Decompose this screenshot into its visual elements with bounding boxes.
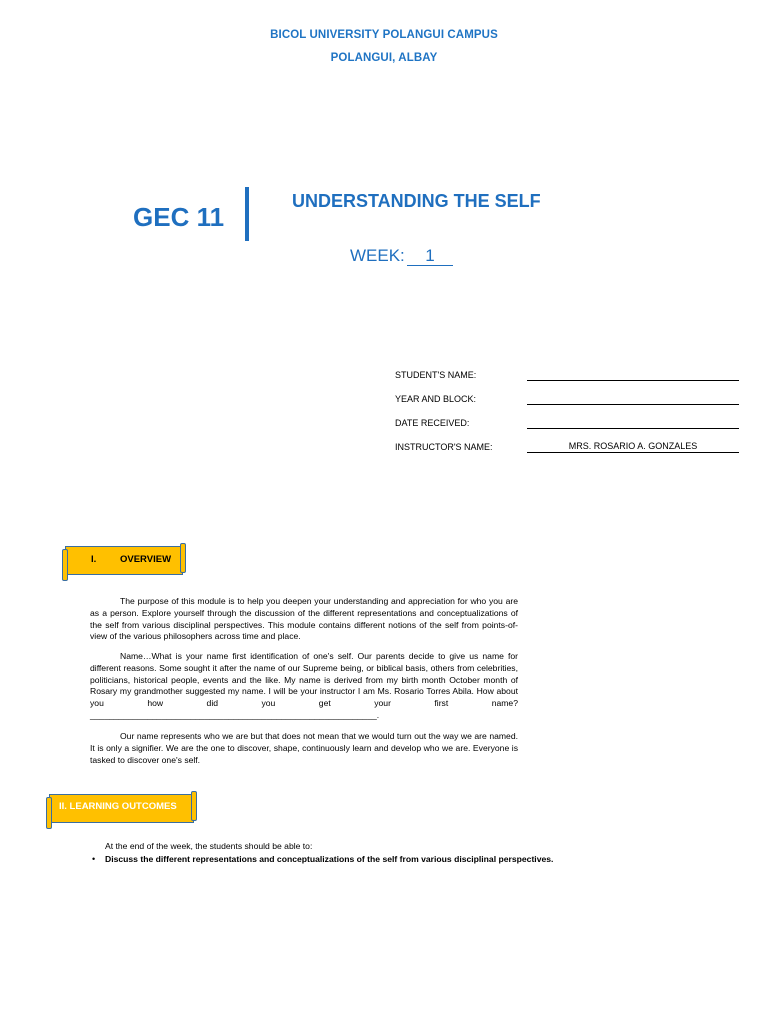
date-received-label: DATE RECEIVED:: [395, 418, 470, 428]
overview-banner: [65, 546, 183, 575]
university-name: BICOL UNIVERSITY POLANGUI CAMPUS: [270, 29, 498, 41]
outcome-item: Discuss the different representations and conceptualizations of the self from various disciplinal perspectives.: [105, 854, 554, 864]
overview-heading: OVERVIEW: [120, 554, 172, 565]
learning-outcomes-banner: [49, 794, 194, 823]
instructor-name-field: MRS. ROSARIO A. GONZALES: [527, 440, 739, 453]
date-received-field[interactable]: [527, 416, 739, 429]
student-name-field[interactable]: [527, 368, 739, 381]
bullet-icon: •: [92, 854, 96, 864]
overview-number: I.: [91, 554, 97, 565]
overview-paragraph-1: The purpose of this module is to help you deepen your understanding and appreciation for who you are as a person. Explore yourself through the discussion of the different representations and conceptualizations of the self from various disciplinal perspectives. This module contains different notions of the self from points-of-view of the various philosophers across time and place.: [90, 596, 518, 642]
outcomes-intro: At the end of the week, the students should be able to:: [105, 841, 313, 851]
overview-paragraph-3: Our name represents who we are but that does not mean that we would turn out the way we are named. It is only a signifier. We are the one to discover, shape, continuously learn and develop who we are. Everyone is tasked to discover one's self.: [90, 731, 518, 765]
course-title: UNDERSTANDING THE SELF: [292, 191, 541, 211]
week-number: 1: [407, 246, 453, 266]
year-block-field[interactable]: [527, 392, 739, 405]
week-label: WEEK:: [350, 246, 405, 265]
learning-outcomes-heading: II. LEARNING OUTCOMES: [59, 801, 177, 812]
year-block-label: YEAR AND BLOCK:: [395, 394, 477, 404]
course-code: GEC 11: [133, 202, 225, 232]
student-name-label: STUDENT'S NAME:: [395, 370, 477, 380]
overview-paragraph-2: Name…What is your name first identification of one's self. Our parents decide to give us name for different reasons. Some sought it after the name of our Supreme being, or biblical basis, others from celebrities, politicians, historical people, events and the like. My name is derived from my birth month October month of Rosary my grandmother suggested my name. I will be your instructor I am Ms. Rosario Torres Abila. How about you how did you get your first name?____________________________________________________________.: [90, 651, 518, 720]
title-divider: [245, 187, 249, 241]
university-location: POLANGUI, ALBAY: [330, 52, 438, 64]
instructor-name-label: INSTRUCTOR'S NAME:: [395, 442, 493, 452]
